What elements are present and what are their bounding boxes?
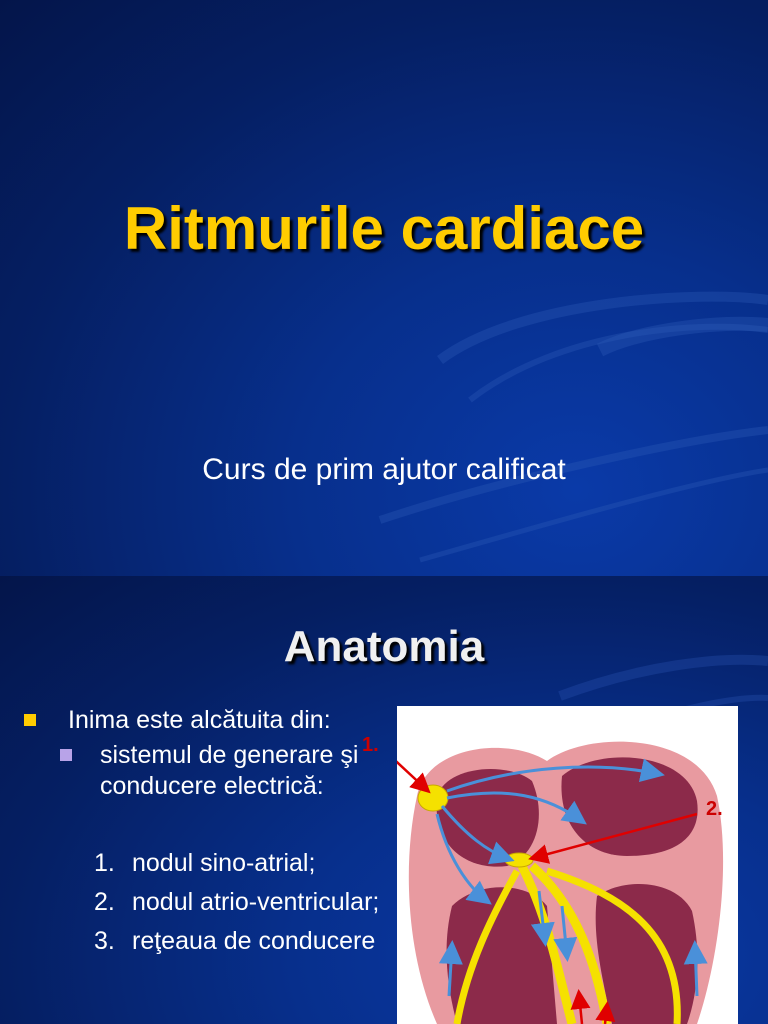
list-number: 1. [94,849,115,877]
slide-title: Anatomia [283,622,485,671]
numbered-list [94,848,394,965]
heart-diagram [397,706,738,1024]
figure-label-1: 1. [362,734,379,756]
list-item [94,887,394,918]
list-number: 2. [94,888,115,916]
list-number: 3. [94,927,115,955]
bullet-sub-text: sistemul de generare şi conducere electrică: [100,741,359,800]
bullet-sub [60,740,380,802]
bullet-main-text: Inima este alcătuita din: [68,706,331,734]
slide-subtitle: Curs de prim ajutor calificat [202,453,566,486]
heart-conduction-figure [397,706,738,1024]
left-ventricle [596,884,698,1024]
list-item [94,926,394,957]
list-item [94,848,394,879]
square-bullet-icon [60,749,72,761]
anatomy-slide [0,576,768,1024]
list-text: reţeaua de conducere [132,927,376,955]
figure-label-2: 2. [706,798,723,820]
slide-title: Ritmurile cardiace [123,195,645,262]
list-text: nodul atrio-ventricular; [132,888,380,916]
av-node [505,853,533,867]
square-bullet-icon [24,714,36,726]
list-text: nodul sino-atrial; [132,849,316,877]
